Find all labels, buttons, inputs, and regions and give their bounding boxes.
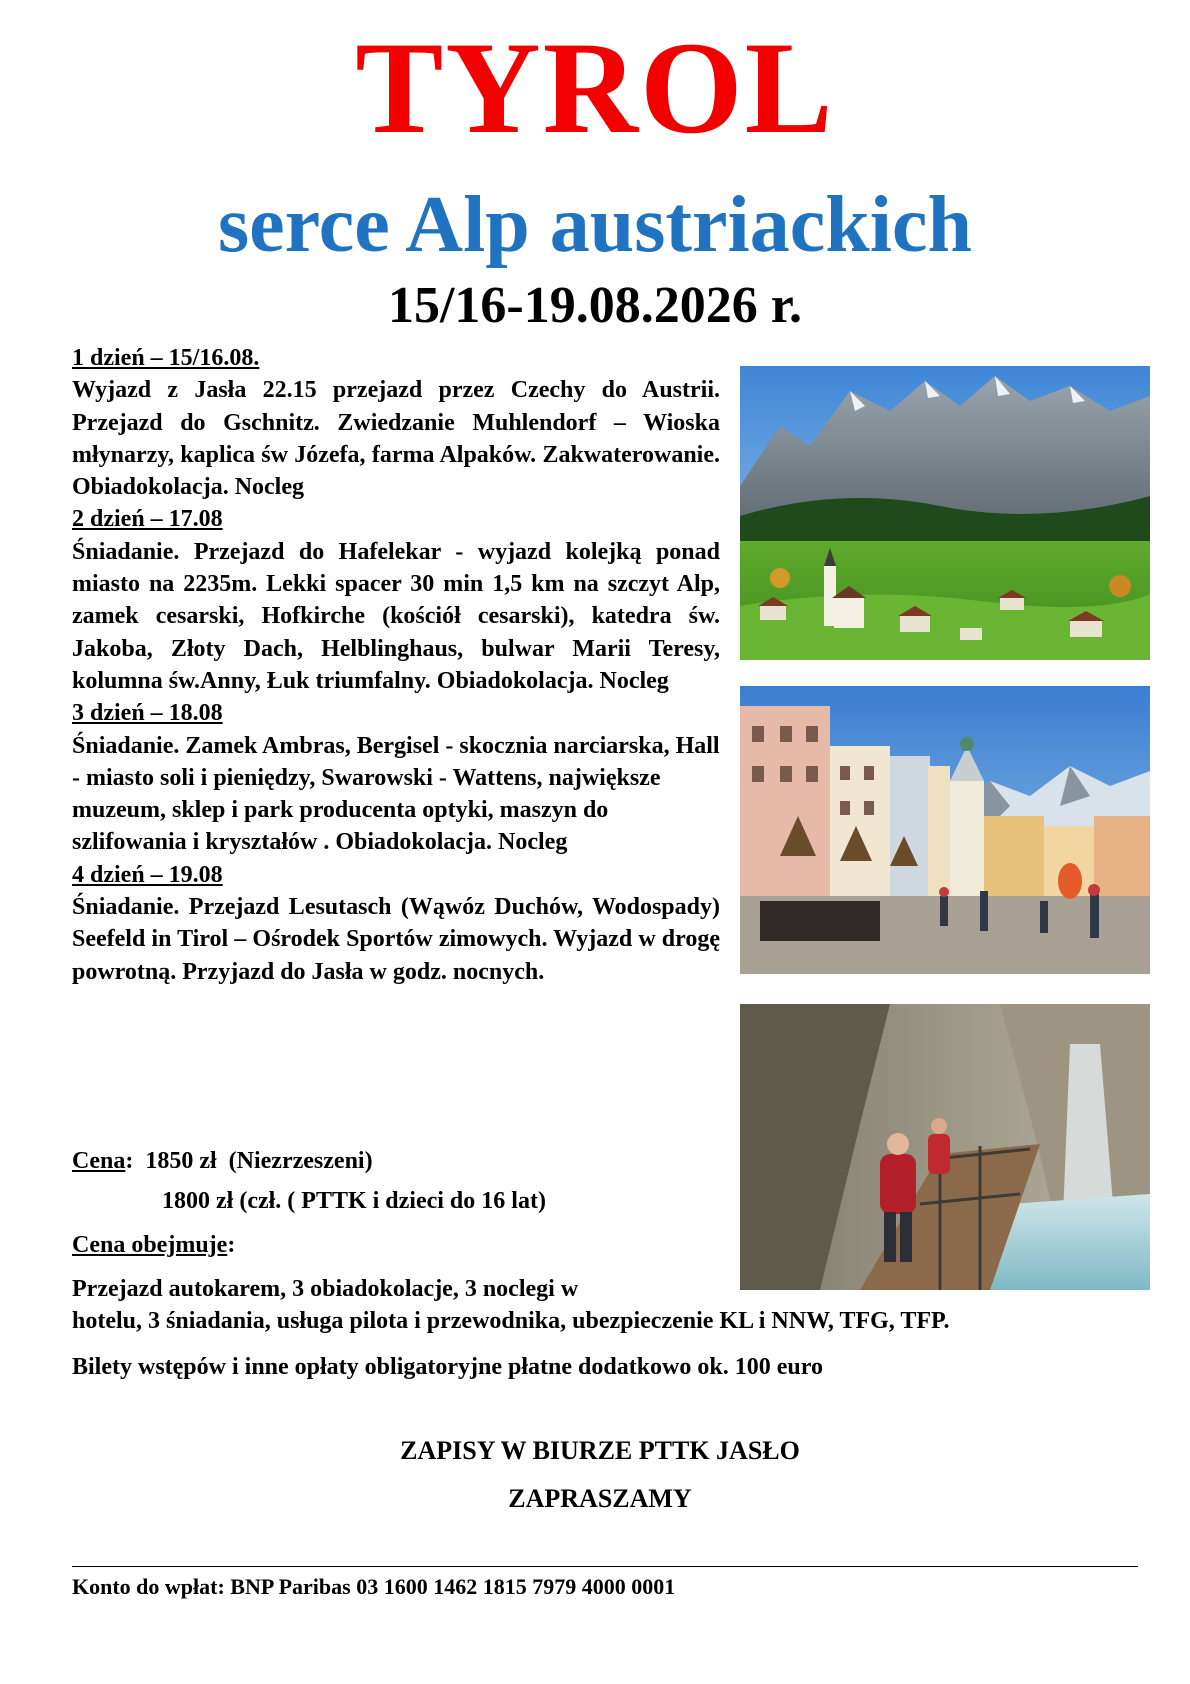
includes-line-2: hotelu, 3 śniadania, usługa pilota i przewodnika, ubezpieczenie KL i NNW, TFG, TFP.: [72, 1308, 950, 1334]
divider: [72, 1566, 1138, 1567]
day-4-text: Śniadanie. Przejazd Lesutasch (Wąwóz Duchów, Wodospady) Seefeld in Tirol – Ośrodek Sportów zimowych. Wyjazd w drogę powrotną. Przyjazd do Jasła w godz. nocnych.: [72, 894, 720, 985]
day-2-text: Śniadanie. Przejazd do Hafelekar - wyjazd kolejką ponad miasto na 2235m. Lekki spacer 30 min 1,5 km na szczyt Alp, zamek cesarski, Hofkirche (kościół cesarski), katedra św. Jakoba, Złoty Dach, Helblinghaus, bulwar Marii Teresy, kolumna św.Anny, Łuk triumfalny. Obiadokolacja. Nocleg: [72, 538, 720, 694]
extra-fees: Bilety wstępów i inne opłaty obligatoryjne płatne dodatkowo ok. 100 euro: [72, 1354, 823, 1380]
signup-note: ZAPISY W BIURZE PTTK JASŁO: [400, 1436, 800, 1465]
price-value-1: 1850 zł (Niezrzeszeni): [133, 1148, 373, 1174]
day-2-heading: 2 dzień – 17.08: [72, 506, 223, 533]
trip-dates: 15/16-19.08.2026 r.: [387, 277, 803, 334]
invite-note: ZAPRASZAMY: [508, 1484, 692, 1513]
photo-innsbruck-street: [740, 686, 1150, 974]
day-3-text: Śniadanie. Zamek Ambras, Bergisel - skocznia narciarska, Hall - miasto soli i pieniędzy, Swarowski - Wattens, największe muzeum, sklep i park producenta optyki, maszyn do szlifowania i kryształów . Obiadokolacja. Nocleg: [72, 732, 720, 856]
price-line-1: Cena: 1850 zł (Niezrzeszeni): [72, 1148, 373, 1174]
photo-gorge-walkway: [740, 1004, 1150, 1290]
day-1-heading: 1 dzień – 15/16.08.: [72, 345, 260, 371]
subtitle: serce Alp austriackich: [217, 181, 973, 269]
itinerary: [72, 342, 720, 988]
price-label: Cena: [72, 1148, 126, 1174]
day-1-text: Wyjazd z Jasła 22.15 przejazd przez Czechy do Austrii. Przejazd do Gschnitz. Zwiedzanie Muhlendorf – Wioska młynarzy, kaplica św Józefa, farma Alpaków. Zakwaterowanie. Obiadokolacja. Nocleg: [72, 377, 720, 501]
photo-alpine-valley: [740, 366, 1150, 660]
includes-label: Cena obejmuje: [72, 1232, 228, 1258]
includes-line-1: Przejazd autokarem, 3 obiadokolacje, 3 noclegi w: [72, 1276, 579, 1302]
price-value-2: 1800 zł (czł. ( PTTK i dzieci do 16 lat): [162, 1188, 546, 1214]
includes-heading: Cena obejmuje:: [72, 1232, 236, 1258]
day-4-heading: 4 dzień – 19.08: [72, 861, 223, 888]
bank-account: Konto do wpłat: BNP Paribas 03 1600 1462 1815 7979 4000 0001: [72, 1574, 676, 1599]
title: TYROL: [355, 14, 835, 161]
day-3-heading: 3 dzień – 18.08: [72, 700, 223, 727]
